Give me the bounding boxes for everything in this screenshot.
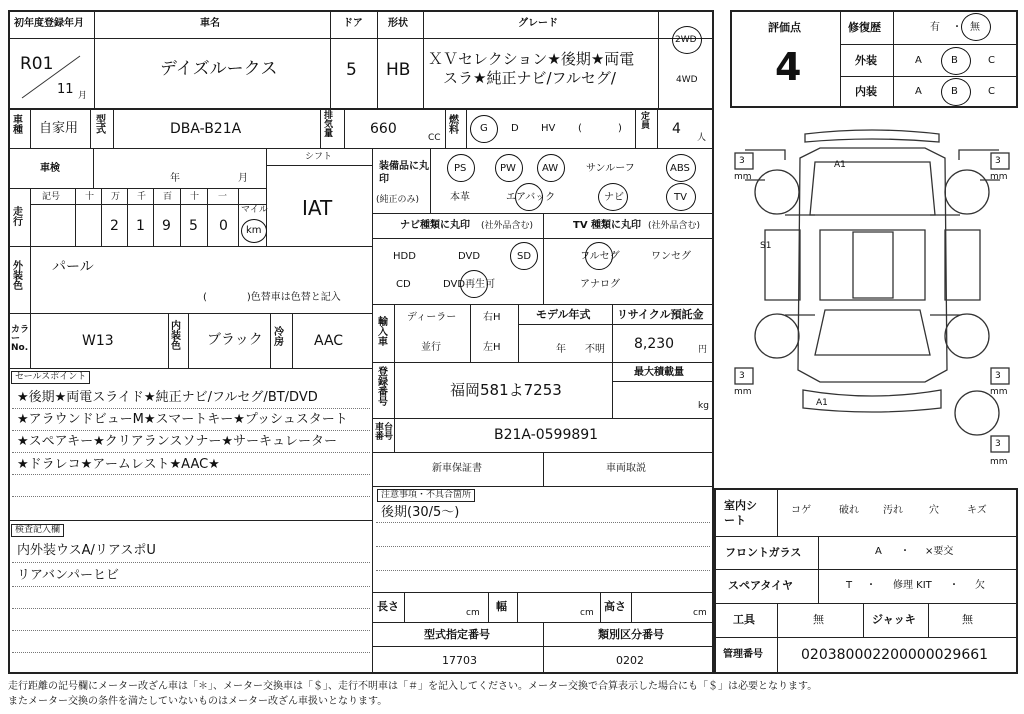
model-year-label: モデル年式 xyxy=(536,308,591,321)
spare-none: 欠 xyxy=(975,580,985,591)
shift-value: IAT xyxy=(302,196,333,220)
tire-fl: 3 xyxy=(739,156,745,166)
repair-no: 無 xyxy=(970,22,980,33)
equip-note: (純正のみ) xyxy=(376,195,420,205)
digit-label-4: 十 xyxy=(190,192,200,202)
name-label: 車名 xyxy=(200,18,220,29)
weight-kg: kg xyxy=(698,401,709,411)
drive-2wd: 2WD xyxy=(675,35,697,45)
inspection-label: 車検 xyxy=(40,163,60,174)
capacity-label: 定員 xyxy=(641,112,651,131)
tv-fullseg: フルセグ xyxy=(580,251,620,262)
seat-ana: 穴 xyxy=(929,505,939,516)
score-value: 4 xyxy=(775,45,802,89)
inspect-line-0: 内外装ウスA/リアスポU xyxy=(17,543,156,558)
equip-pw: PW xyxy=(500,163,516,174)
import-left: 左H xyxy=(483,342,501,353)
nav-note: (社外品含む) xyxy=(481,221,534,231)
sales-line-3: ★ドラレコ★アームレスト★AAC★ xyxy=(17,457,220,472)
shape-label: 形状 xyxy=(388,18,408,29)
mgmt-value: 020380002200000029661 xyxy=(801,647,989,663)
fuel-hv: HV xyxy=(541,123,556,134)
reg-month-unit: 月 xyxy=(78,91,88,101)
cc-label: 排気量 xyxy=(324,111,334,139)
recycle-label: リサイクル預託金 xyxy=(617,308,704,321)
inspect-notes-label: 検査記入欄 xyxy=(11,524,64,537)
inspect-line-1: リアバンパーヒビ xyxy=(17,568,120,583)
mileage-digit-0: 2 xyxy=(110,218,119,234)
recycle-value: 8,230 xyxy=(634,336,675,352)
chassis-label: 車台番号 xyxy=(375,423,394,442)
body-shape: HB xyxy=(386,60,411,80)
car-name: デイズルークス xyxy=(160,59,278,79)
tire-rl: 3 xyxy=(739,371,745,381)
nav-dvd-play: DVD再生可 xyxy=(443,279,496,290)
model-year-unit: 年 xyxy=(556,344,566,355)
height-label: 高さ xyxy=(604,600,626,613)
plate-label: 登録番号 xyxy=(378,367,388,408)
damage-a1-front: A1 xyxy=(834,160,846,170)
inspection-year-unit: 年 xyxy=(170,173,180,184)
fuel-d: D xyxy=(511,123,519,134)
car-damage-diagram xyxy=(725,120,1020,480)
nav-dvd: DVD xyxy=(458,251,481,262)
int-color-label: 内装色 xyxy=(171,321,181,352)
mileage-digit-1: 1 xyxy=(136,218,145,234)
capacity-unit: 人 xyxy=(697,133,707,143)
mileage-digit-3: 5 xyxy=(189,218,198,234)
digit-label-0: 十 xyxy=(85,192,95,202)
nav-hdd: HDD xyxy=(393,251,416,262)
type-class-label: 類別区分番号 xyxy=(598,628,664,641)
model-year-unknown: 不明 xyxy=(585,344,605,355)
sales-line-1: ★アラウンドビューM★スマートキー★プッシュスタート xyxy=(17,412,348,427)
glass-label: フロントガラス xyxy=(725,546,802,559)
glass-dot: ・ xyxy=(900,546,910,557)
mileage-digit-4: 0 xyxy=(219,218,228,234)
import-parallel: 並行 xyxy=(421,342,441,353)
tire-spare-mm: mm xyxy=(990,457,1008,467)
tire-spare: 3 xyxy=(995,439,1001,449)
color-change-note: ( )色替車は色替と記入 xyxy=(203,292,341,303)
reg-label: 初年度登録年月 xyxy=(14,18,84,29)
equip-tv: TV xyxy=(674,192,687,203)
model-code: DBA-B21A xyxy=(170,121,242,137)
jack-label: ジャッキ xyxy=(872,613,916,626)
spare-label: スペアタイヤ xyxy=(728,579,794,592)
tools-label: 工具 xyxy=(733,613,755,626)
int-a: A xyxy=(915,86,922,97)
cool-value: AAC xyxy=(314,333,344,349)
seat-koge: コゲ xyxy=(791,505,811,516)
grade-line2: スラ★純正ナビ/フルセグ/ xyxy=(443,69,616,87)
spare-kit: 修理 KIT xyxy=(893,580,932,591)
tire-fr: 3 xyxy=(995,156,1001,166)
damage-a1-rear: A1 xyxy=(816,398,828,408)
plate-value: 福岡581よ7253 xyxy=(450,381,562,399)
door-label: ドア xyxy=(343,18,363,29)
import-right: 右H xyxy=(483,312,501,323)
ext-b: B xyxy=(951,55,958,66)
equip-label: 装備品に丸印 xyxy=(379,161,429,185)
length-cm: cm xyxy=(466,608,480,618)
int-c: C xyxy=(988,86,995,97)
damage-s1: S1 xyxy=(760,241,772,251)
digit-label-5: 一 xyxy=(218,192,228,202)
equip-abs: ABS xyxy=(670,163,690,174)
seat-kizu: キズ xyxy=(967,505,987,516)
chassis-value: B21A-0599891 xyxy=(494,427,599,443)
capacity: 4 xyxy=(672,121,681,137)
spare-dot2: ・ xyxy=(949,580,959,591)
mileage-km: km xyxy=(246,225,262,236)
category-label: 車種 xyxy=(13,115,23,136)
int-b: B xyxy=(951,86,958,97)
fuel-g: G xyxy=(480,123,488,134)
reg-month: 11 xyxy=(57,82,74,97)
color-label: 外装色 xyxy=(13,261,23,292)
exterior-label: 外装 xyxy=(855,54,877,67)
repair-dot: ・ xyxy=(952,22,962,33)
equip-sunroof: サンルーフ xyxy=(586,163,635,174)
category: 自家用 xyxy=(39,121,79,136)
fuel-paren-close: ) xyxy=(618,123,622,134)
reg-year: R01 xyxy=(20,54,54,74)
fuel-paren-open: ( xyxy=(578,123,582,134)
sales-line-0: ★後期★両電スライド★純正ナビ/フルセグ/BT/DVD xyxy=(17,390,318,405)
cc-unit: CC xyxy=(428,133,441,143)
ext-a: A xyxy=(915,55,922,66)
tire-fl-mm: mm xyxy=(734,172,752,182)
color-code: W13 xyxy=(82,333,114,349)
warranty-book: 新車保証書 xyxy=(432,463,482,474)
color-code-label: カラーNo. xyxy=(11,325,30,353)
tire-rl-mm: mm xyxy=(734,387,752,397)
type-model-label: 型式指定番号 xyxy=(424,628,490,641)
type-model-value: 17703 xyxy=(442,654,477,667)
inspection-month-unit: 月 xyxy=(238,173,248,184)
import-label: 輸入車 xyxy=(378,317,388,348)
recycle-yen: 円 xyxy=(698,345,708,355)
cool-label: 冷房 xyxy=(274,327,284,348)
displacement: 660 xyxy=(370,121,397,137)
caution-line: 後期(30/5～) xyxy=(381,505,460,520)
length-label: 長さ xyxy=(377,600,399,613)
mgmt-label: 管理番号 xyxy=(723,649,763,660)
seat-yogore: 汚れ xyxy=(883,505,903,516)
caution-label: 注意事項・不具合箇所 xyxy=(377,489,475,502)
digit-label-2: 千 xyxy=(137,192,147,202)
spare-dot1: ・ xyxy=(866,580,876,591)
grade-line1: ＸＶセレクション★後期★両電 xyxy=(428,50,635,68)
vehicle-manual: 車両取説 xyxy=(606,463,646,474)
spare-t: T xyxy=(846,580,853,591)
nav-sd: SD xyxy=(517,251,532,262)
width-label: 幅 xyxy=(496,600,507,613)
grade-label: グレード xyxy=(518,18,558,29)
footer-line2: またメーター交換の条件を満たしていないものはメーター改ざん車扱いとなります。 xyxy=(8,696,388,707)
tire-rr-mm: mm xyxy=(990,387,1008,397)
score-label: 評価点 xyxy=(768,21,801,34)
equip-ps: PS xyxy=(454,163,467,174)
tv-oneseg: ワンセグ xyxy=(651,251,691,262)
interior-label: 内装 xyxy=(855,85,877,98)
mileage-mile: マイル xyxy=(241,205,268,215)
footer-line1: 走行距離の記号欄にメーター改ざん車は「＊」、メーター交換車は「＄」、走行不明車は「＃」を記入してください。メーター交換で合算表示した場合にも「＄」は必要となります。 xyxy=(8,681,818,692)
nav-label: ナビ種類に丸印 xyxy=(400,220,470,231)
glass-need: ×要交 xyxy=(925,546,954,557)
digit-label-3: 百 xyxy=(163,192,173,202)
equip-airbag: エアバック xyxy=(506,192,556,203)
height-cm: cm xyxy=(693,608,707,618)
model-label: 型式 xyxy=(96,115,106,136)
tv-note: (社外品含む) xyxy=(648,221,701,231)
seat-yabure: 破れ xyxy=(839,505,859,516)
mileage-label: 走行 xyxy=(13,207,23,228)
tv-label: TV 種類に丸印 xyxy=(573,220,642,231)
ext-c: C xyxy=(988,55,995,66)
digit-label-1: 万 xyxy=(111,192,121,202)
drive-4wd: 4WD xyxy=(676,75,698,85)
type-class-value: 0202 xyxy=(616,654,644,667)
width-cm: cm xyxy=(580,608,594,618)
tire-fr-mm: mm xyxy=(990,172,1008,182)
mileage-digit-2: 9 xyxy=(162,218,171,234)
int-color: ブラック xyxy=(207,332,263,348)
repair-label: 修復歴 xyxy=(848,21,881,34)
equip-leather: 本革 xyxy=(450,192,470,203)
jack-value: 無 xyxy=(962,613,973,626)
door-count: 5 xyxy=(346,60,357,80)
sales-line-2: ★スペアキー★クリアランスソナー★サーキュレーター xyxy=(17,434,338,449)
seat-label: 室内シート xyxy=(724,499,757,528)
repair-yes: 有 xyxy=(930,22,940,33)
fuel-label: 燃料 xyxy=(449,115,459,136)
tools-value: 無 xyxy=(813,613,824,626)
sales-label: セールスポイント xyxy=(11,371,90,384)
tire-rr: 3 xyxy=(995,371,1001,381)
weight-label: 最大積載量 xyxy=(634,367,684,378)
color-value: パール xyxy=(52,259,94,275)
shift-label: シフト xyxy=(305,152,333,162)
import-dealer: ディーラー xyxy=(407,312,457,323)
nav-cd: CD xyxy=(396,279,411,290)
glass-a: A xyxy=(875,546,882,557)
equip-aw: AW xyxy=(542,163,559,174)
tv-analog: アナログ xyxy=(580,279,620,290)
equip-navi: ナビ xyxy=(604,192,624,203)
mileage-kigou: 記号 xyxy=(42,192,61,202)
